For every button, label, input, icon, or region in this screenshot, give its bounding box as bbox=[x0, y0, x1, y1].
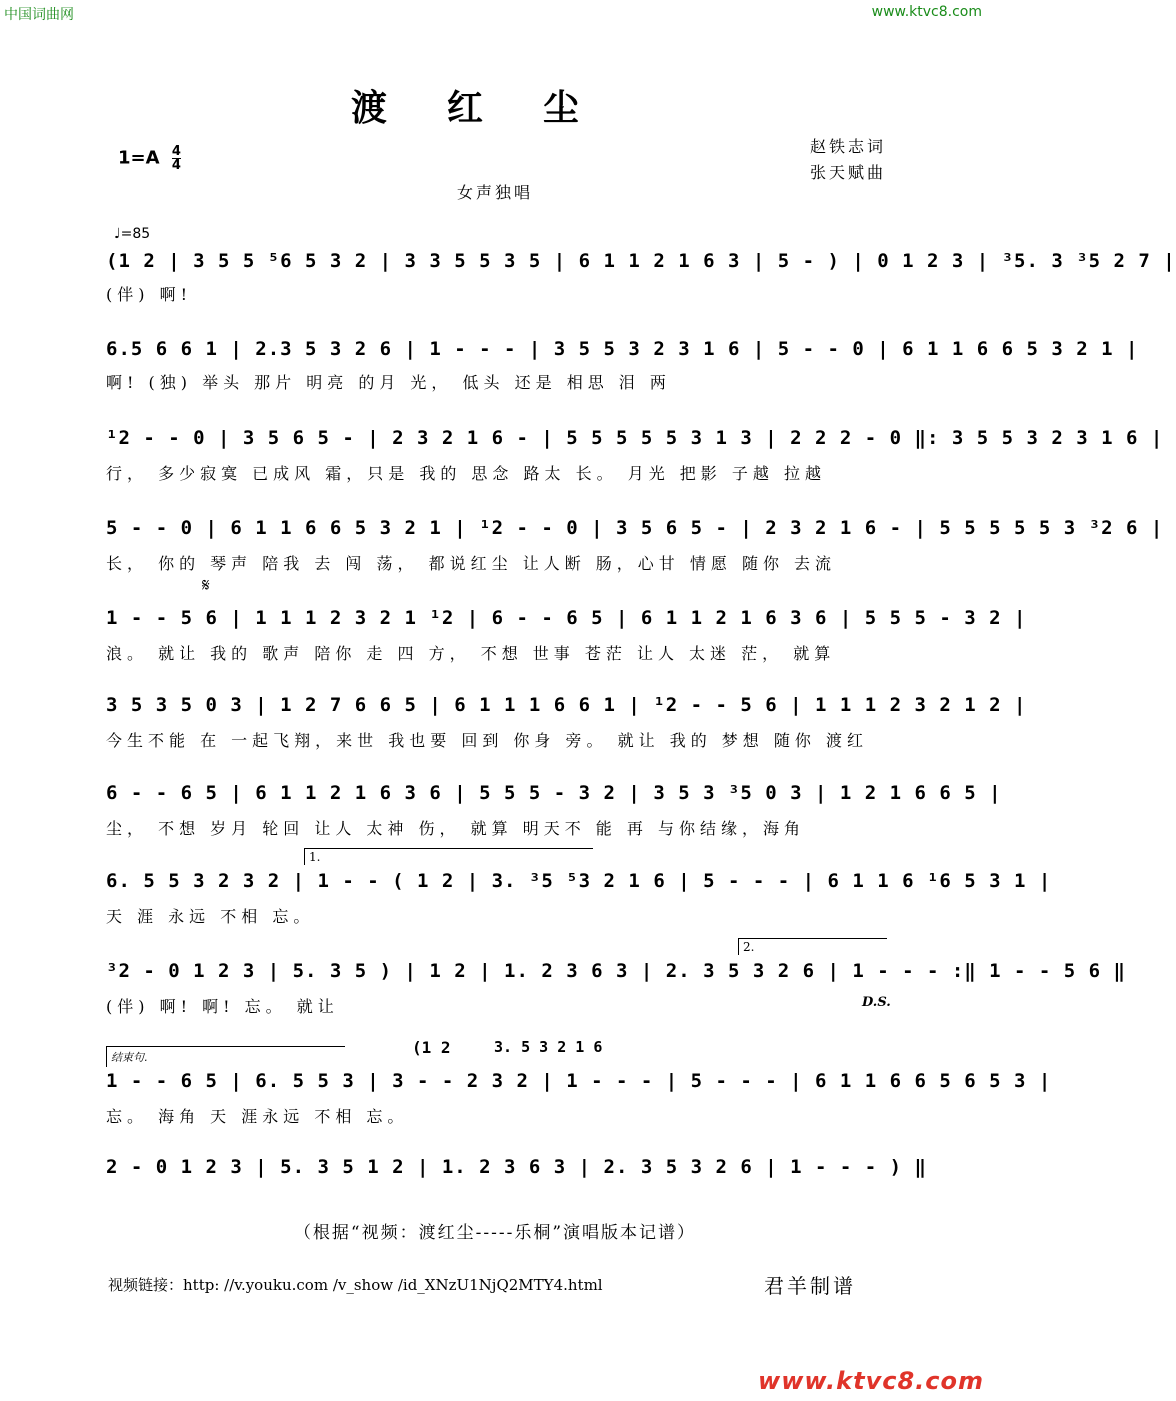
notes-line: 1 - - 5 6 | 1 1 1 2 3 2 1 ¹2 | 6 - - 6 5 | 6 1 1 2 1 6 3 6 | 5 5 5 - 3 2 | bbox=[106, 607, 1027, 629]
key-label: 1=A bbox=[118, 147, 160, 169]
recorder-signature: 君羊制谱 bbox=[764, 1274, 856, 1298]
lyrics-line: (伴) 啊! 啊! 忘。 就让 bbox=[106, 997, 339, 1016]
notes-line: (1 2 | 3 5 5 ⁵6 5 3 2 | 3 3 5 5 3 5 | 6 1 1 2 1 6 3 | 5 - ) | 0 1 2 3 | ³5. 3 ³5 2 7 | bbox=[106, 250, 1176, 272]
notes-line: 6.5 6 6 1 | 2.3 5 3 2 6 | 1 - - - | 3 5 5 3 2 3 1 6 | 5 - - 0 | 6 1 1 6 6 5 3 2 1 | bbox=[106, 338, 1139, 360]
lyrics-line: 行， 多少寂寞 已成风 霜，只是 我的 思念 路太 长。 月光 把影 子越 拉越 bbox=[106, 464, 826, 483]
coda-bracket: 结束句. bbox=[106, 1046, 345, 1067]
lyrics-line: (伴) 啊! bbox=[106, 285, 193, 304]
lyricist-credit: 赵铁志词 bbox=[809, 137, 886, 156]
segno-sign: 𝄋 bbox=[202, 575, 210, 596]
notes-line: 6. 5 5 3 2 3 2 | 1 - - ( 1 2 | 3. ³5 ⁵3 2 1 6 | 5 - - - | 6 1 1 6 ¹6 5 3 1 | bbox=[106, 870, 1052, 892]
lyrics-line: 今生不能 在 一起飞翔，来世 我也要 回到 你身 旁。 就让 我的 梦想 随你 渡红 bbox=[106, 731, 868, 750]
song-title: 渡红尘 bbox=[350, 88, 639, 129]
dal-segno-marking: D.S. bbox=[862, 995, 891, 1010]
lyrics-line: 天 涯 永远 不相 忘。 bbox=[106, 907, 315, 926]
watermark-logo: www.ktvc8.com bbox=[758, 1367, 984, 1395]
notes-line: 6 - - 6 5 | 6 1 1 2 1 6 3 6 | 5 5 5 - 3 2 | 3 5 3 ³5 0 3 | 1 2 1 6 6 5 | bbox=[106, 782, 1002, 804]
notes-line: 1 - - 6 5 | 6. 5 5 3 | 3 - - 2 3 2 | 1 - - - | 5 - - - | 6 1 1 6 6 5 6 5 3 | bbox=[106, 1070, 1052, 1092]
video-link[interactable]: 视频链接：http: //v.youku.com /v_show /id_XNzU1NjQ2MTY4.html bbox=[108, 1276, 603, 1294]
notes-line: 5 - - 0 | 6 1 1 6 6 5 3 2 1 | ¹2 - - 0 | 3 5 6 5 - | 2 3 2 1 6 - | 5 5 5 5 5 3 ³2 6 | bbox=[106, 517, 1164, 539]
lyrics-line: 尘， 不想 岁月 轮回 让人 太神 伤， 就算 明天不 能 再 与你结缘，海角 bbox=[106, 819, 805, 838]
lyrics-line: 浪。 就让 我的 歌声 陪你 走 四 方， 不想 世事 苍茫 让人 太迷 茫， 就算 bbox=[106, 644, 836, 663]
alt-notes-top: (1 2 bbox=[412, 1038, 451, 1057]
first-ending-bracket: 1. bbox=[304, 848, 593, 865]
key-signature bbox=[118, 145, 181, 172]
time-signature bbox=[172, 145, 181, 172]
tempo-marking: ♩=85 bbox=[114, 226, 151, 242]
source-note: （根据“视频：渡红尘-----乐桐”演唱版本记谱） bbox=[293, 1223, 697, 1243]
site-logo-left[interactable]: 中国词曲网 bbox=[4, 7, 74, 23]
lyrics-line: 忘。 海角 天 涯永远 不相 忘。 bbox=[106, 1107, 409, 1126]
site-link-right[interactable]: www.ktvc8.com bbox=[871, 4, 982, 20]
second-ending-bracket: 2. bbox=[738, 938, 887, 955]
time-bottom: 4 bbox=[171, 158, 181, 173]
lyrics-line: 长， 你的 琴声 陪我 去 闯 荡， 都说红尘 让人断 肠，心甘 情愿 随你 去流 bbox=[106, 554, 837, 573]
composer-credit: 张天赋曲 bbox=[809, 163, 886, 182]
performance-type: 女声独唱 bbox=[456, 183, 533, 202]
time-top: 4 bbox=[171, 144, 181, 159]
alt-notes-right: 3. 5 3 2 1 6 bbox=[494, 1038, 603, 1056]
notes-line: 2 - 0 1 2 3 | 5. 3 5 1 2 | 1. 2 3 6 3 | 2. 3 5 3 2 6 | 1 - - - ) ‖ bbox=[106, 1156, 927, 1178]
lyrics-line: 啊! (独) 举头 那片 明亮 的月 光， 低头 还是 相思 泪 两 bbox=[106, 373, 671, 392]
notes-line: ¹2 - - 0 | 3 5 6 5 - | 2 3 2 1 6 - | 5 5 5 5 5 3 1 3 | 2 2 2 - 0 ‖: 3 5 5 3 2 3 1 6 | bbox=[106, 427, 1164, 449]
notes-line: 3 5 3 5 0 3 | 1 2 7 6 6 5 | 6 1 1 1 6 6 1 | ¹2 - - 5 6 | 1 1 1 2 3 2 1 2 | bbox=[106, 694, 1027, 716]
notes-line: ³2 - 0 1 2 3 | 5. 3 5 ) | 1 2 | 1. 2 3 6 3 | 2. 3 5 3 2 6 | 1 - - - :‖ 1 - - 5 6 ‖ bbox=[106, 960, 1126, 982]
